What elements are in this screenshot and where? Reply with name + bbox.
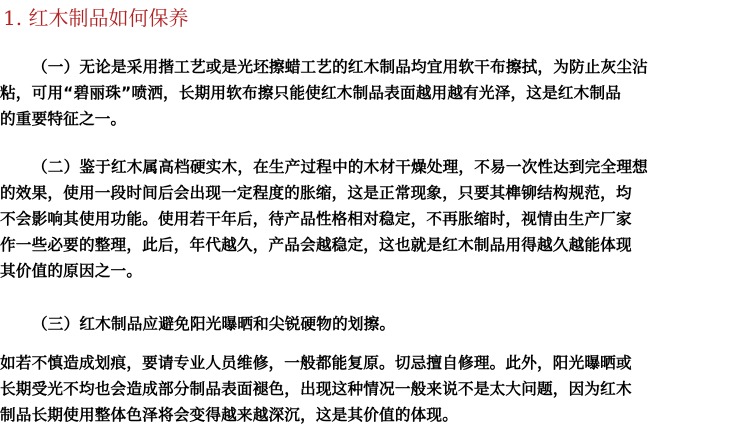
paragraph-line: 不会影响其使用功能。使用若干年后，待产品性格相对稳定，不再胀缩时，视情由生产厂家	[0, 210, 632, 228]
paragraph-line: （一）无论是采用揩工艺或是光坯擦蜡工艺的红木制品均宜用软干布擦拭，为防止灰尘沾	[32, 58, 648, 76]
section-title: 1. 红木制品如何保养	[3, 6, 189, 30]
paragraph-line: 粘，可用“碧丽珠”喷洒，长期用软布擦只能使红木制品表面越用越有光泽，这是红木制品	[0, 84, 622, 102]
paragraph-one	[0, 54, 740, 132]
paragraph-two	[0, 154, 740, 284]
paragraph-line: 其价值的原因之一。	[0, 262, 143, 280]
paragraph-line: 的重要特征之一。	[0, 110, 127, 128]
paragraph-line: 作一些必要的整理，此后，年代越久，产品会越稳定，这也就是红木制品用得越久越能体现	[0, 236, 632, 254]
paragraph-line: （三）红木制品应避免阳光曝晒和尖锐硬物的划擦。	[32, 315, 396, 333]
paragraph-three	[0, 311, 740, 337]
paragraph-line: （二）鉴于红木属高档硬实木，在生产过程中的木材干燥处理，不易一次性达到完全理想	[32, 158, 648, 176]
paragraph-line: 如若不慎造成划痕，要请专业人员维修，一般都能复原。切忌擅自修理。此外，阳光曝晒或	[0, 354, 632, 372]
paragraph-line: 制品长期使用整体色泽将会变得越来越深沉，这是其价值的体现。	[0, 406, 459, 424]
paragraph-line: 长期受光不均也会造成部分制品表面褪色，出现这种情况一般来说不是太大问题，因为红木	[0, 380, 632, 398]
paragraph-four	[0, 350, 740, 428]
paragraph-line: 的效果，使用一段时间后会出现一定程度的胀缩，这是正常现象，只要其榫铆结构规范，均	[0, 184, 632, 202]
